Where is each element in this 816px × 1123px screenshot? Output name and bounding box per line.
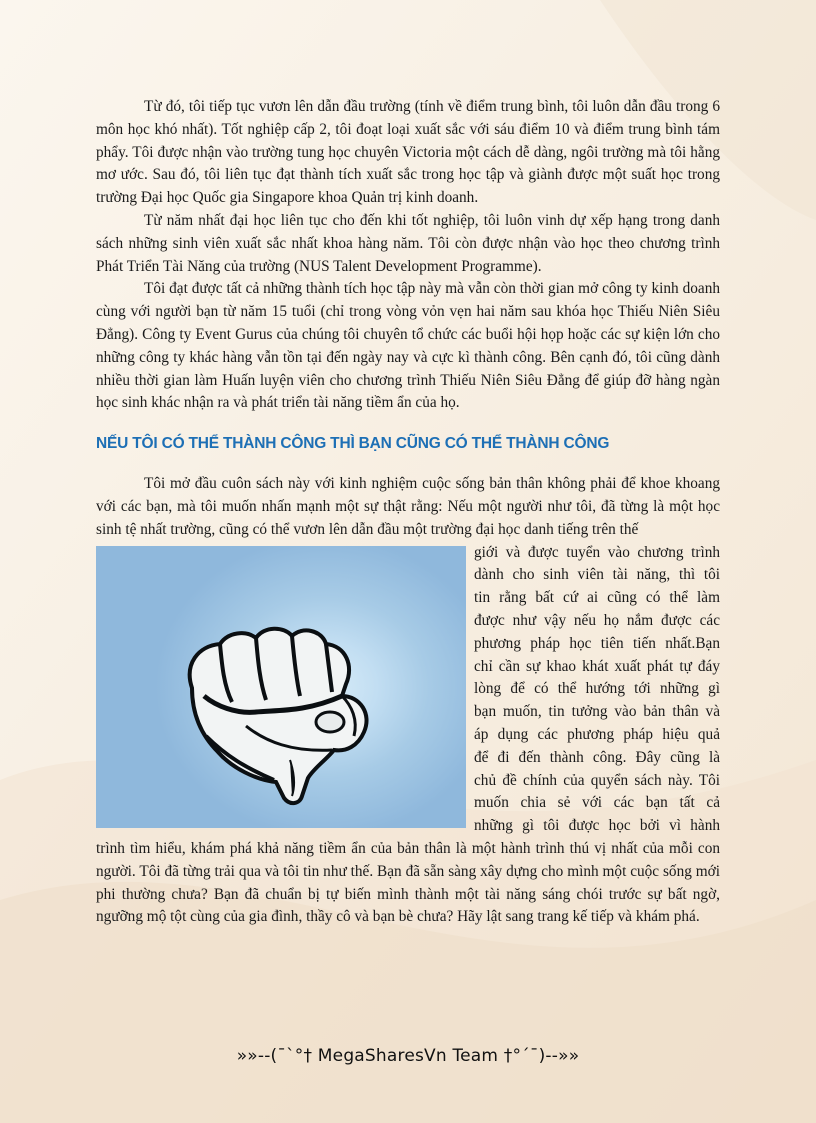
- wrap-line: phương pháp học tiên tiến nhất.Bạn: [474, 634, 720, 652]
- paragraph-2: Từ năm nhất đại học liên tục cho đến khi tốt nghiệp, tôi luôn vinh dự xếp hạng trong danh sách những sinh viên xuất sắc nhất khoa hàng năm. Tôi còn được nhận vào học theo chương trình Phát Triển Tài Năng của trường (NUS Talent Development Programme).: [96, 211, 720, 275]
- wrap-line: giới và được tuyển vào chương trình: [474, 543, 720, 561]
- wrap-line: muốn chia sẻ với các bạn tất cả: [474, 794, 720, 812]
- page-content: [96, 96, 720, 929]
- wrap-line: dành cho sinh viên tài năng, thì tôi: [474, 566, 720, 584]
- wrap-line: được như vậy nếu họ nắm được các: [474, 611, 720, 629]
- wrap-line: tin rằng bất cứ ai cũng có thể làm: [474, 589, 720, 607]
- intro-paragraph: Tôi mở đầu cuôn sách này với kinh nghiệm cuộc sống bản thân không phải để khoe khoang với các bạn, mà tôi muốn nhấn mạnh một sự thật rằng: Nếu một người như tôi, đã từng là một học sinh tệ nhất trường, cũng có thể vươn lên dẫn đầu một trường đại học danh tiếng trên thế: [96, 475, 720, 538]
- wrap-line: chủ đề chính của quyển sách này. Tôi: [474, 771, 720, 789]
- wrap-line: chỉ cần sự khao khát xuất phát tự đáy: [474, 657, 720, 675]
- wrap-line: bạn muốn, tin tưởng vào bản thân và: [474, 703, 720, 721]
- paragraph-1: Từ đó, tôi tiếp tục vươn lên dẫn đầu trường (tính về điểm trung bình, tôi luôn dẫn đầu trong 6 môn học khó nhất). Tốt nghiệp cấp 2, tôi đoạt loại xuất sắc với sáu điểm 10 và điểm trung bình tám phẩy. Tôi được nhận vào trường tung học chuyên Victoria một cách dễ dàng, ngôi trường mà tôi hằng mơ ước. Sau đó, tôi liên tục đạt thành tích xuất sắc trong học tập và giành được một suất học trong trường Đại học Quốc gia Singapore khoa Quản trị kinh doanh.: [96, 98, 720, 207]
- figure-wrap-block: [96, 542, 720, 838]
- paragraph-3: Tôi đạt được tất cả những thành tích học tập này mà vẫn còn thời gian mở công ty kinh doanh cùng với người bạn từ năm 15 tuổi (chỉ trong vòng vỏn vẹn hai năm sau khóa học Thiếu Niên Siêu Đẳng). Công ty Event Gurus của chúng tôi chuyên tổ chức các buổi hội họp hoặc các sự kiện lớn cho những công ty khác hàng vẫn tồn tại đến ngày nay và cực kì thành công. Bên cạnh đó, tôi cũng dành nhiều thời gian làm Huấn luyện viên cho chương trình Thiếu Niên Siêu Đẳng để giúp đỡ hàng ngàn học sinh khác nhận ra và phát triển tài năng tiềm ẩn của họ.: [96, 280, 720, 412]
- pointing-fist-icon: [96, 546, 466, 828]
- outro-paragraph: trình tìm hiểu, khám phá khả năng tiềm ẩn của bản thân là một hành trình thú vị nhất của mỗi con người. Tôi đã từng trải qua và tôi tin như thế. Bạn đã sẵn sàng xây dựng cho mình một cuộc sống mới phi thường chưa? Bạn đã chuẩn bị tự biến mình thành một tài năng sáng chói trước sự bất ngờ, ngưỡng mộ tột cùng của gia đình, thầy cô và bạn bè chưa? Hãy lật sang trang kế tiếp và khám phá.: [96, 839, 720, 926]
- wrap-line: áp dụng các phương pháp hiệu quả: [474, 725, 720, 743]
- wrap-line: những gì tôi được học bởi vì hành: [474, 817, 720, 835]
- wrap-line: để đi đến thành công. Đây cũng là: [474, 748, 720, 766]
- pointing-fist-image: [96, 546, 466, 828]
- footer-signature: »»--(¯`°† MegaSharesVn Team †°´¯)--»»: [236, 1046, 580, 1066]
- section-heading: NẾU TÔI CÓ THỂ THÀNH CÔNG THÌ BẠN CŨNG CÓ THỂ THÀNH CÔNG: [96, 435, 610, 453]
- wrap-line: lòng để có thể hướng tới những gì: [474, 680, 720, 698]
